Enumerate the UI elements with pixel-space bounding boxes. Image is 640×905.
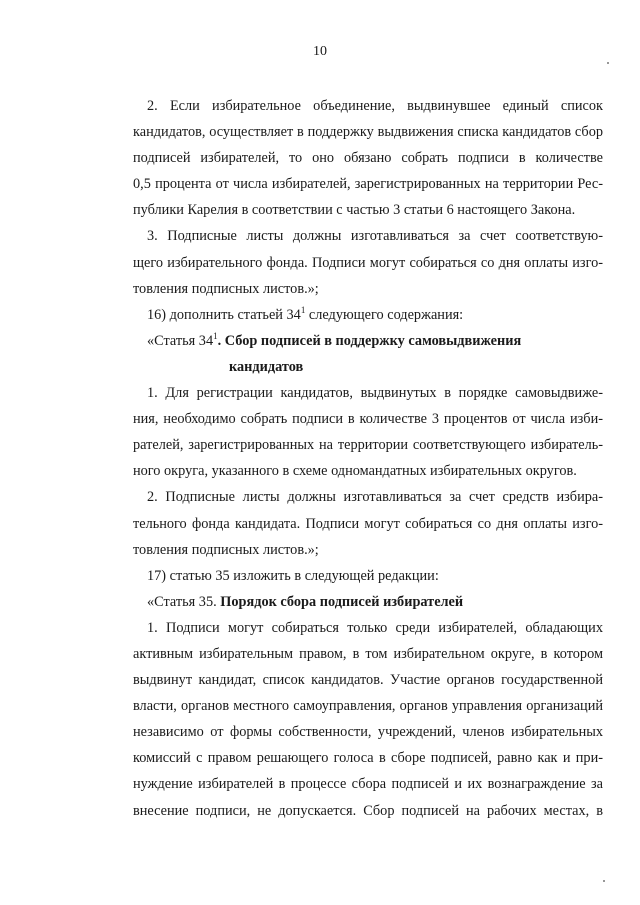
text-line: ного округа, указанного в схеме одномандатных избирательных округов. (133, 463, 577, 480)
text-line: внесение подписи, не допускается. Сбор подписей на рабочих местах, в (133, 802, 603, 819)
article-label: «Статья 35. (147, 593, 221, 610)
scan-speck (607, 62, 609, 64)
text-line: подписей избирателей, то оно обязано собрать подписи в количестве (133, 150, 603, 167)
article-35-heading (133, 589, 603, 615)
superscript-index: 1 (300, 304, 306, 315)
page-number: 10 (313, 44, 327, 59)
text-line: независимо от формы собственности, учреждений, членов избирательных (133, 724, 603, 741)
text-line: 0,5 процента от числа избирателей, зарегистрированных на территории Рес- (133, 176, 603, 193)
text-line: комиссий с правом решающего голоса в сборе подписей, равно как и при- (133, 750, 603, 767)
text-line: 2. Подписные листы должны изготавливаться за счет средств избира- (147, 489, 603, 506)
text-line: 2. Если избирательное объединение, выдвинувшее единый список (147, 98, 603, 114)
text-line: товления подписных листов.»; (133, 541, 319, 558)
text-line: публики Карелия в соответствии с частью 3 статьи 6 настоящего Закона. (133, 202, 576, 219)
text-line: власти, органов местного самоуправления, органов управления организаций (133, 698, 603, 715)
scan-speck (603, 880, 605, 882)
paragraph-2 (133, 223, 603, 301)
text-line: 1. Подписи могут собираться только среди избирателей, обладающих (147, 619, 603, 636)
text-line: товления подписных листов.»; (133, 280, 319, 297)
document-body (133, 93, 603, 824)
article-title: Порядок сбора подписей избирателей (220, 593, 464, 610)
text-line: ния, необходимо собрать подписи в количестве 3 процентов от числа изби- (133, 411, 603, 428)
superscript-index: 1 (213, 330, 218, 341)
article-label: «Статья 34 (147, 332, 214, 349)
amendment-16-text-end: следующего содержания: (305, 306, 464, 323)
paragraph-1 (133, 93, 603, 223)
paragraph-35-1 (133, 615, 603, 824)
text-line: кандидатов, осуществляет в поддержку выдвижения списка кандидатов сбор (133, 124, 603, 141)
article-title: . Сбор подписей в поддержку самовыдвижения (217, 332, 522, 349)
text-line: щего избирательного фонда. Подписи могут собираться со дня оплаты изго- (133, 254, 603, 271)
text-line: активным избирательным правом, в том избирательном округе, в котором (133, 645, 603, 662)
amendment-17: 17) статью 35 изложить в следующей редакции: (147, 567, 439, 584)
text-line: тельного фонда кандидата. Подписи могут собираться со дня оплаты изго- (133, 515, 603, 532)
text-line: нуждение избирателей в процессе сбора подписей и их вознаграждение за (133, 776, 603, 793)
amendment-16-text: 16) дополнить статьей 34 (147, 306, 301, 323)
text-line: выдвинут кандидат, список кандидатов. Участие органов государственной (133, 672, 603, 689)
article-34-1-heading (133, 328, 603, 354)
article-title-continuation: кандидатов (229, 358, 304, 375)
paragraph-34-1-2 (133, 484, 603, 562)
amendment-16 (133, 302, 603, 328)
text-line: 3. Подписные листы должны изготавливаться за счет соответствую- (147, 228, 603, 245)
text-line: 1. Для регистрации кандидатов, выдвинутых в порядке самовыдвиже- (147, 385, 603, 402)
paragraph-34-1-1 (133, 380, 603, 484)
text-line: рателей, зарегистрированных на территории соответствующего избиратель- (133, 437, 603, 454)
